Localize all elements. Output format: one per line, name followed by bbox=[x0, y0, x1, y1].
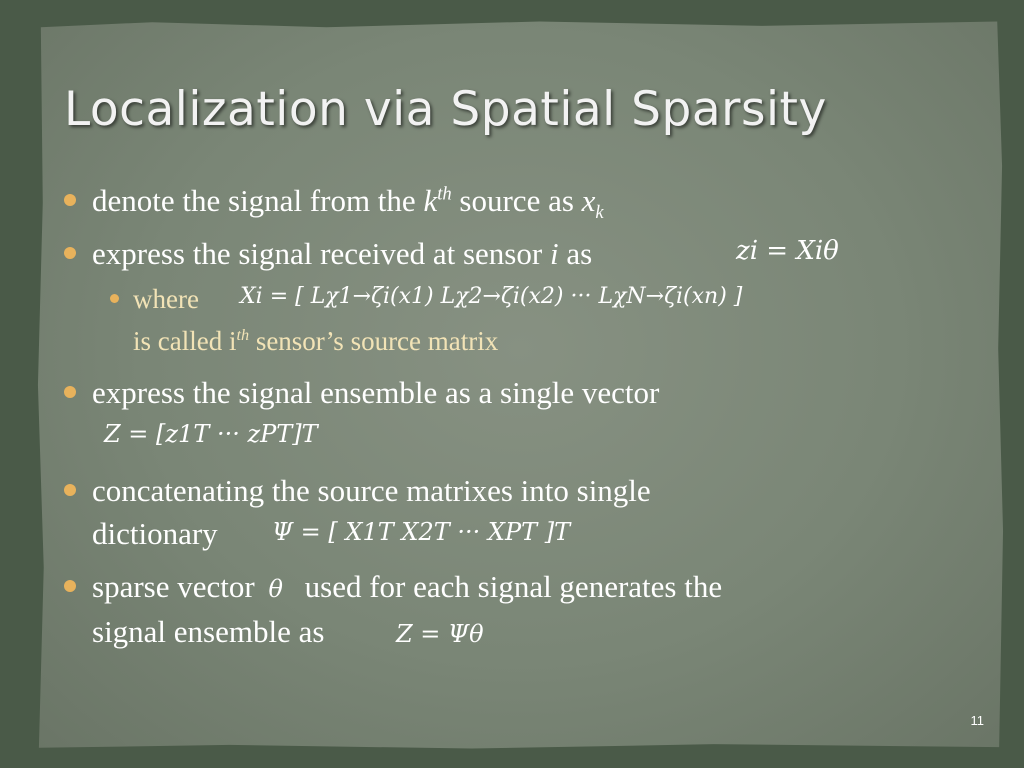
bullet-1-k: k bbox=[423, 183, 438, 218]
bullet-2-suffix: as bbox=[558, 236, 593, 271]
bullet-6-suffix: used for each signal generates the bbox=[304, 569, 723, 604]
bullet-dot bbox=[64, 194, 76, 206]
bullet-1-mid: source as bbox=[451, 183, 582, 218]
bullet-6-line2: signal ensemble as bbox=[92, 614, 325, 649]
sub-bullet-dot bbox=[110, 294, 119, 303]
sub-bullet-line2 bbox=[133, 327, 498, 355]
bullet-5-line1: concatenating the source matrixes into single bbox=[92, 473, 651, 508]
bullet-4-formula: Z = [z1T ··· zPT]T bbox=[104, 420, 318, 448]
bullet-5-line2: dictionary bbox=[92, 516, 218, 551]
bullet-6-theta: θ bbox=[268, 575, 283, 603]
bullet-6-formula: Z = Ψθ bbox=[396, 620, 484, 648]
bullet-dot bbox=[64, 247, 76, 259]
sub-bullet-formula: Xi = [ Lχ1→ζi(x1) Lχ2→ζi(x2) ··· LχN→ζi(xn) ] bbox=[240, 284, 743, 309]
bullet-dot bbox=[64, 580, 76, 592]
bullet-1-k-sup: th bbox=[437, 183, 452, 205]
bullet-1-prefix: denote the signal from the bbox=[92, 183, 424, 218]
sub-bullet-line2-a: is called i bbox=[133, 326, 237, 356]
bullet-1-x-sub: k bbox=[595, 202, 604, 224]
bullet-2-i: i bbox=[549, 236, 559, 271]
sub-bullet-where: where bbox=[133, 284, 199, 314]
bullet-5-formula: Ψ = [ X1T X2T ··· XPT ]T bbox=[272, 518, 571, 546]
bullet-1-x: x bbox=[581, 183, 596, 218]
bullet-4-text: express the signal ensemble as a single vector bbox=[92, 375, 660, 410]
bullet-6-prefix: sparse vector bbox=[92, 569, 255, 604]
bullet-2-formula: zi = Xiθ bbox=[736, 236, 839, 266]
bullet-2-prefix: express the signal received at sensor bbox=[92, 236, 550, 271]
sub-bullet-line2-sup: th bbox=[236, 326, 250, 344]
bullet-dot bbox=[64, 484, 76, 496]
sub-bullet-line2-b: sensor’s source matrix bbox=[249, 326, 499, 356]
slide-title: Localization via Spatial Sparsity bbox=[64, 82, 827, 137]
bullet-6-line1 bbox=[92, 571, 722, 602]
page-number: 11 bbox=[970, 713, 984, 728]
bullet-2-text bbox=[92, 238, 592, 269]
bullet-dot bbox=[64, 386, 76, 398]
bullet-1-text bbox=[92, 185, 604, 223]
